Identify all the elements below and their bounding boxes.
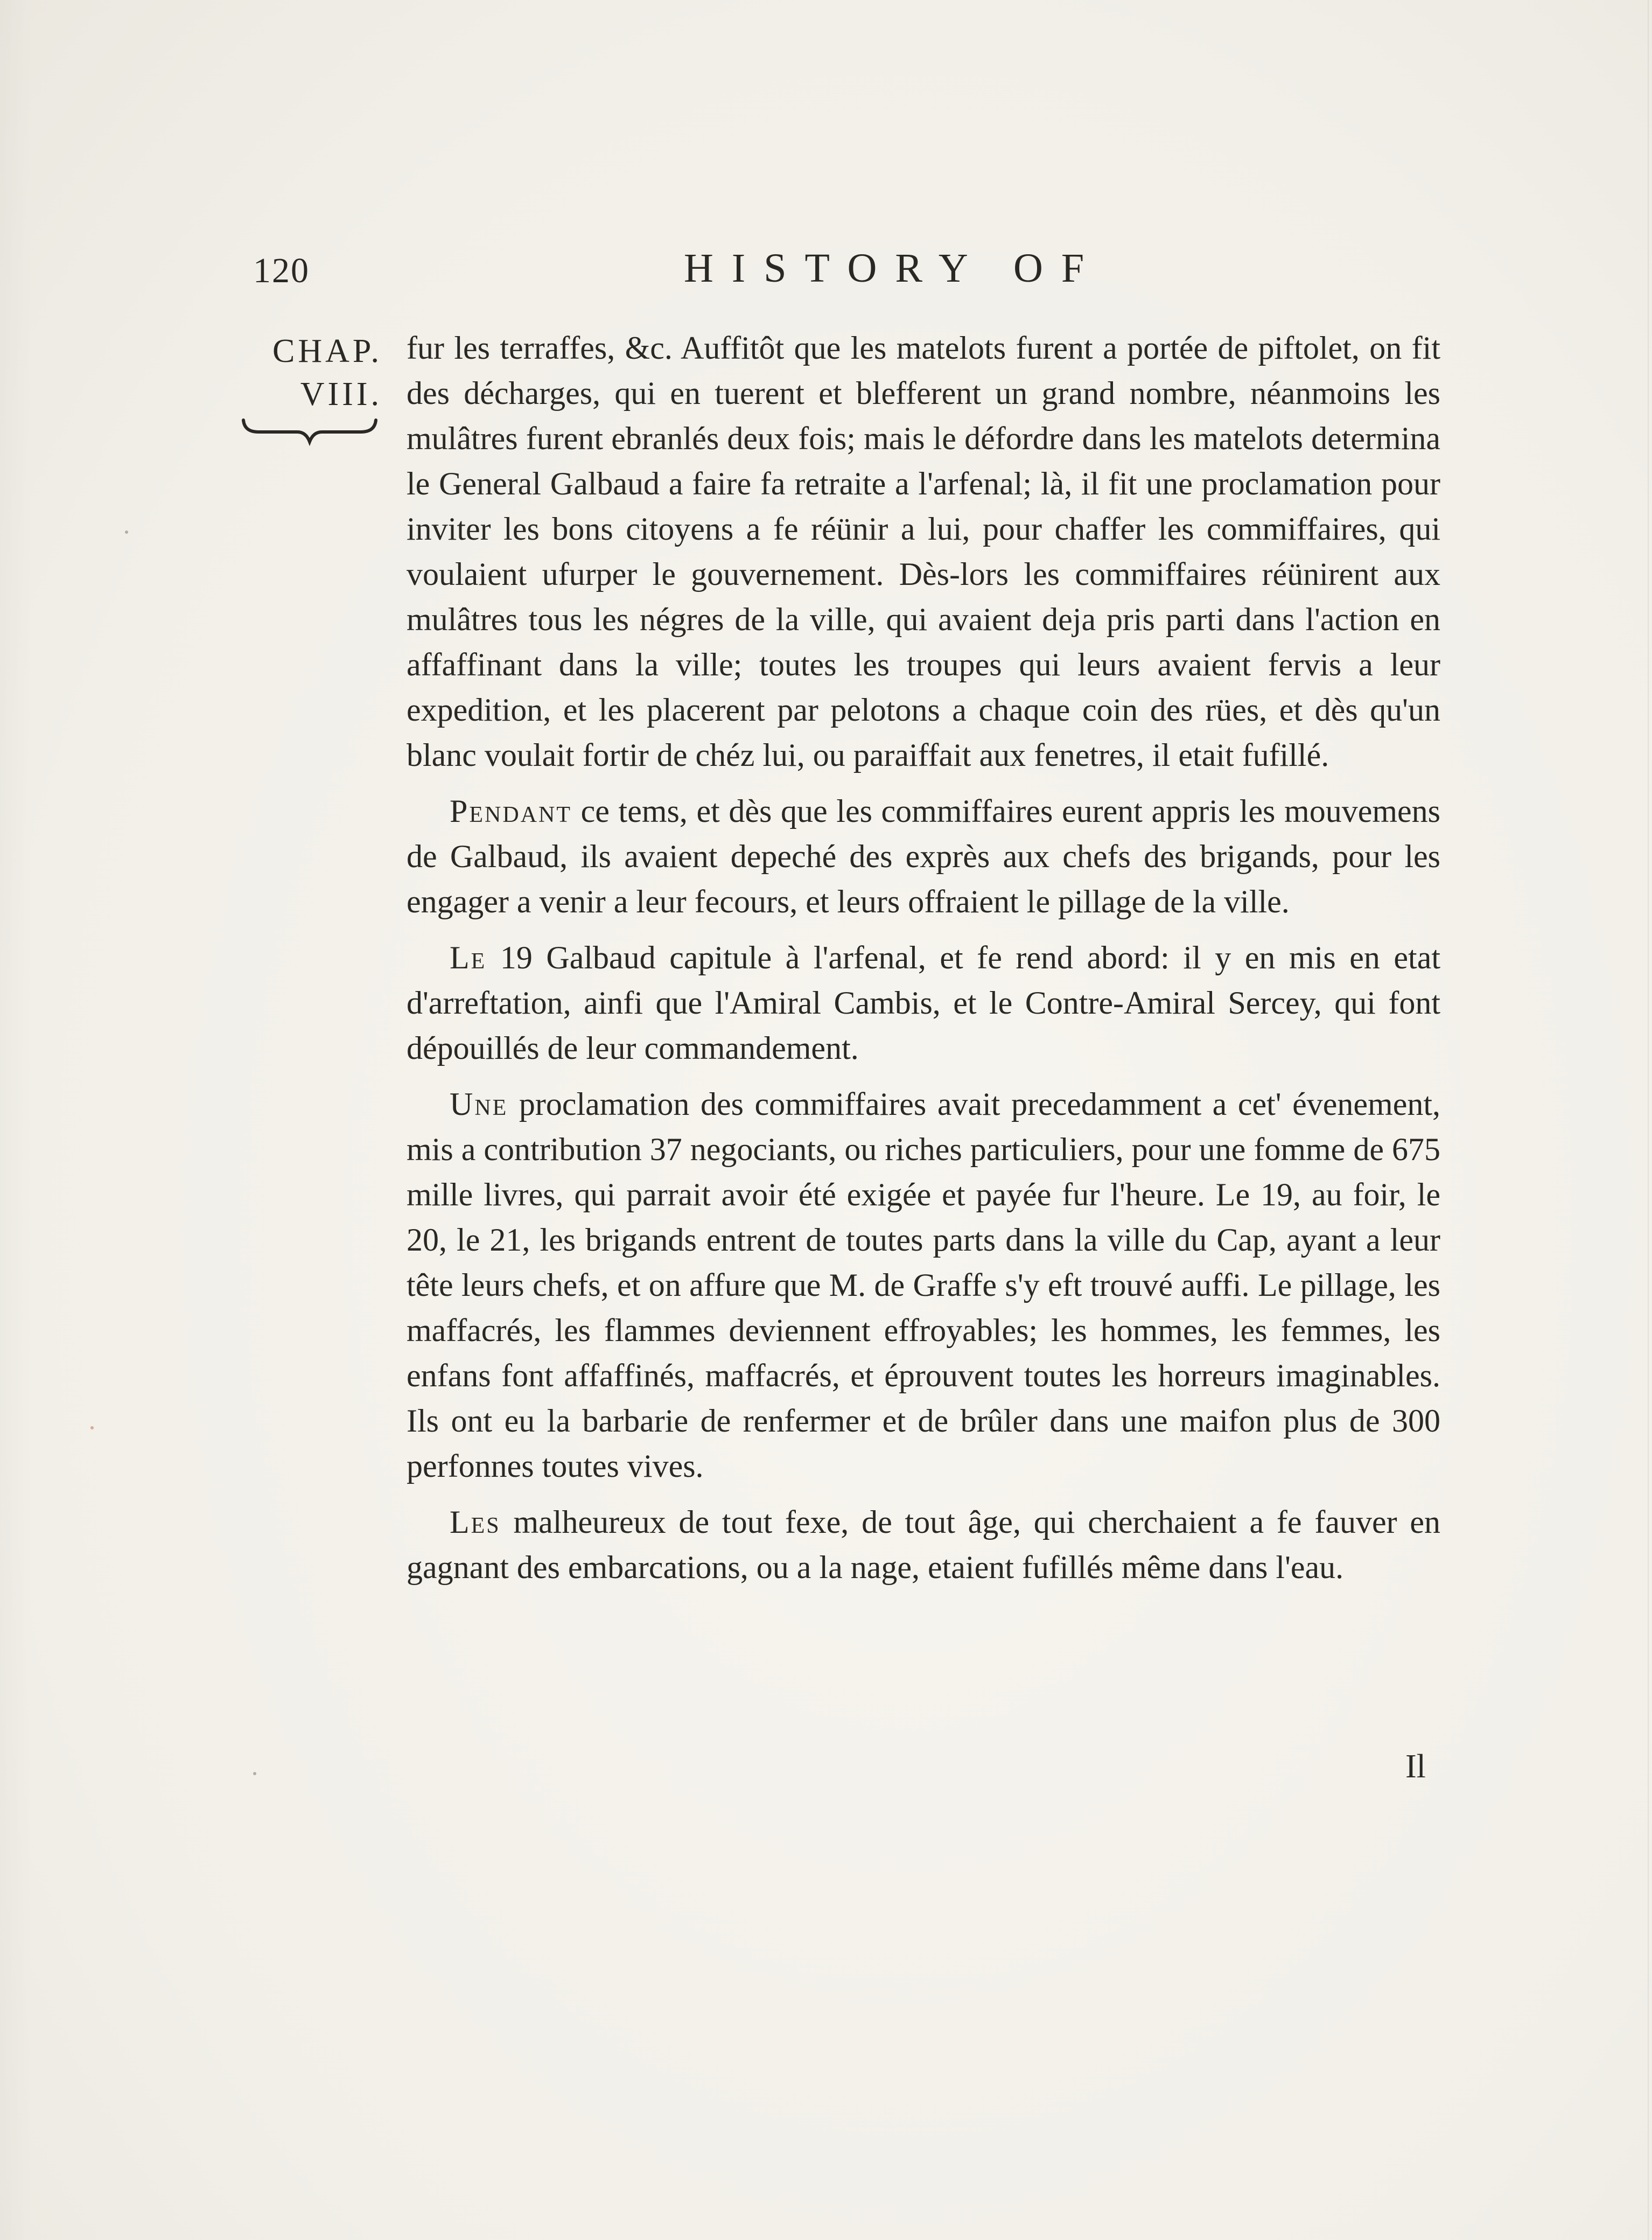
page-header	[253, 245, 1438, 304]
page-edge-line	[1648, 0, 1649, 2240]
paragraph-4-lead: Une	[450, 1086, 508, 1122]
paragraph-5-lead: Les	[450, 1504, 501, 1540]
paper-speck	[125, 531, 128, 534]
paragraph-4-text: proclamation des commiffaires avait precedamment a cet' évenement, mis a contribution 37 negociants, ou riches particuliers, pour une fomme de 675 mille livres, qui parrait avoir été exigée et payée fur l'heure. Le 19, au foir, le 20, le 21, les brigands entrent de toutes parts dans la ville du Cap, ayant a leur tête leurs chefs, et on affure que M. de Graffe s'y eft trouvé auffi. Le pillage, les maffacrés, les flammes deviennent effroyables; les hommes, les femmes, les enfans font affaffinés, maffacrés, et éprouvent toutes les horreurs imaginables. Ils ont eu la barbarie de renfermer et de brûler dans une maifon plus de 300 perfonnes toutes vives.	[407, 1086, 1440, 1484]
body-text	[407, 325, 1440, 1590]
paper-speck	[90, 1426, 94, 1429]
paragraph-3	[407, 935, 1440, 1071]
paper-speck	[253, 1772, 256, 1775]
chapter-label: CHAP.	[272, 333, 382, 369]
chapter-marginal-note	[237, 330, 382, 416]
catchword: Il	[1405, 1748, 1426, 1785]
paragraph-2-lead: Pendant	[450, 793, 572, 829]
chapter-number: VIII.	[300, 376, 382, 413]
paragraph-2	[407, 788, 1440, 924]
paragraph-5	[407, 1499, 1440, 1590]
paragraph-4	[407, 1081, 1440, 1489]
running-head: HISTORY OF	[684, 246, 1103, 291]
paragraph-3-lead: Le	[450, 940, 487, 975]
paragraph-5-text: malheureux de tout fexe, de tout âge, qui cherchaient a fe fauver en gagnant des embarcations, ou a la nage, etaient fufillés même dans l'eau.	[407, 1504, 1440, 1585]
paragraph-1	[407, 325, 1440, 778]
paragraph-2-text: ce tems, et dès que les commiffaires eurent appris les mouvemens de Galbaud, ils avaient depeché des exprès aux chefs des brigands, pour les engager a venir a leur fecours, et leurs offraient le pillage de la ville.	[407, 793, 1440, 919]
paragraph-3-text: 19 Galbaud capitule à l'arfenal, et fe rend abord: il y en mis en etat d'arreftation, ainfi que l'Amiral Cambis, et le Contre-Amiral Sercey, qui font dépouillés de leur commandement.	[407, 940, 1440, 1066]
page-number: 120	[253, 251, 310, 290]
brace-ornament-icon	[237, 415, 382, 447]
paragraph-1-text: fur les terraffes, &c. Auffitôt que les matelots furent a portée de piftolet, on fit des décharges, qui en tuerent et blefferent un grand nombre, néanmoins les mulâtres furent ebranlés deux fois; mais le défordre dans les matelots determina le General Galbaud a faire fa retraite a l'arfenal; là, il fit une proclamation pour inviter les bons citoyens a fe réünir a lui, pour chaffer les commiffaires, qui voulaient ufurper le gouvernement. Dès-lors les commiffaires réünirent aux mulâtres tous les négres de la ville, qui avaient deja pris parti dans l'action en affaffinant dans la ville; toutes les troupes qui leurs avaient fervis a leur expedition, et les placerent par pelotons a chaque coin des rües, et dès qu'un blanc voulait fortir de chéz lui, ou paraiffait aux fenetres, il etait fufillé.	[407, 330, 1440, 773]
